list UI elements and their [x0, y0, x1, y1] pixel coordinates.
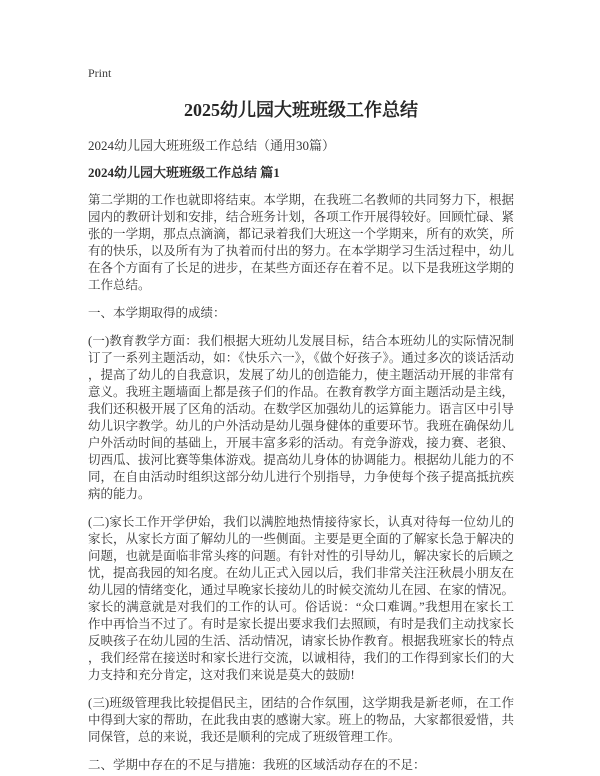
paragraph-teaching: (一)教育教学方面：我们根据大班幼儿发展目标，结合本班幼儿的实际情况制订了一系列主题活动，如：《快乐六一》，《做个好孩子》。通过多次的谈话活动，提高了幼儿的自我意识，发展了幼儿的创造能力，使主题活动开展的非常有意义。我班主题墙面上都是孩子们的作品。在教育教学方面主题活动是主线，我们还积极开展了区角的活动。在数学区加强幼儿的运算能力。语言区中引导幼儿识字教学。幼儿的户外活动是幼儿强身健体的重要环节。我班在确保幼儿户外活动时间的基础上，开展丰富多彩的活动。有竞争游戏，接力赛、老狼、切西瓜、拔河比赛等集体游戏。提高幼儿身体的协调能力。根据幼儿能力的不同，在自由活动时组织这部分幼儿进行个别指导，力争使每个孩子提高抵抗疾病的能力。	[88, 334, 514, 501]
section-title: 2024幼儿园大班班级工作总结 篇1	[88, 165, 280, 180]
paragraph-shortcomings-heading: 二、学期中存在的不足与措施：我班的区域活动存在的不足：	[88, 758, 426, 772]
paragraph-intro: 第二学期的工作也就即将结束。本学期，在我班二名教师的共同努力下，根据园内的教研计划和安排，结合班务计划，各项工作开展得较好。回顾忙碌、紧张的一学期，那点点滴滴，都记录着我们大班这一个学期来，所有的欢笑，所有的快乐，以及所有为了执着而付出的努力。在本学期学习生活过程中，幼儿在各个方面有了长足的进步，在某些方面还存在着不足。以下是我班这学期的工作总结。	[88, 193, 514, 292]
paragraph-achievements-heading: 一、本学期取得的成绩：	[88, 306, 226, 320]
paragraph-parents-work: (二)家长工作开学伊始，我们以满腔地热情接待家长，认真对待每一位幼儿的家长，从家长方面了解幼儿的一些侧面。主要是更全面的了解家长急于解决的问题，也就是面临非常头疼的问题。有针对性的引导幼儿，解决家长的后顾之忧，提高我园的知名度。在幼儿正式入园以后，我们非常关注汪秋晨小朋友在幼儿园的情绪变化，通过早晚家长接幼儿的时候交流幼儿在园、在家的情况。家长的满意就是对我们的工作的认可。俗话说：“众口难调。”我想用在家长工作中再恰当不过了。有时是家长提出要求我们去照顾，有时是我们主动找家长反映孩子在幼儿园的生活、活动情况，请家长协作教育。根据我班家长的特点，我们经常在接送时和家长进行交流，以诚相待，我们的工作得到家长们的大力支持和充分肯定，这对我们来说是莫大的鼓励!	[88, 515, 514, 682]
print-link[interactable]: Print	[88, 66, 112, 80]
paragraph-class-management: (三)班级管理我比较提倡民主，团结的合作氛围，这学期我是新老师，在工作中得到大家的帮助，在此我由衷的感谢大家。班上的物品，大家都很爱惜，共同保管，总的来说，我还是顺利的完成了班级管理工作。	[88, 696, 514, 744]
document-subtitle: 2024幼儿园大班班级工作总结（通用30篇）	[88, 138, 336, 153]
page-title: 2025幼儿园大班班级工作总结	[184, 100, 418, 120]
